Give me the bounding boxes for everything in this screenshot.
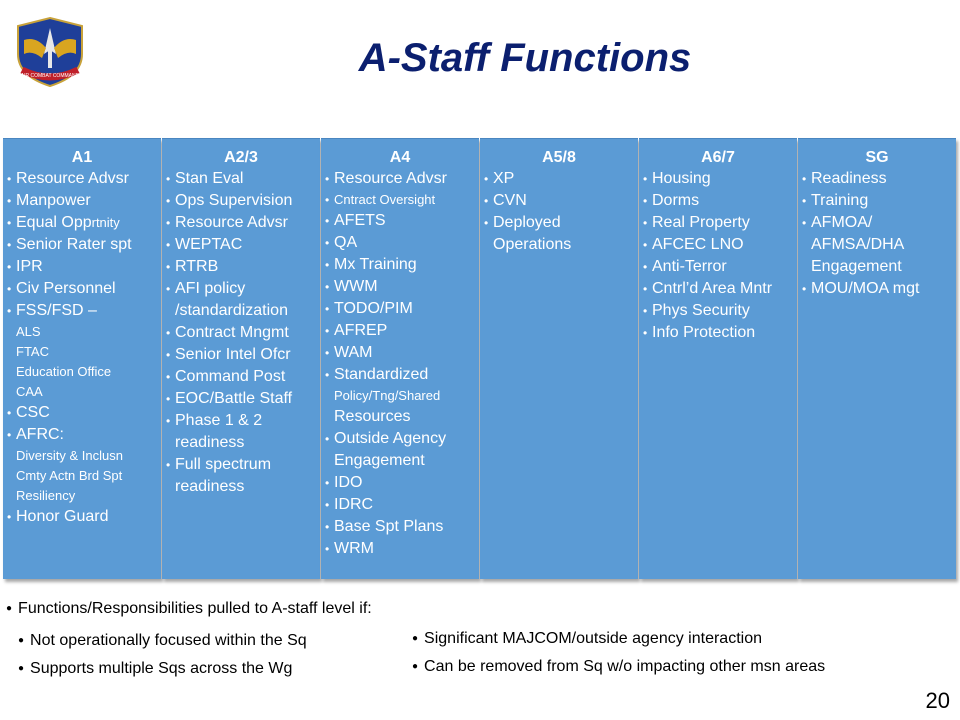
function-item-text: Resource Advsr <box>16 170 129 187</box>
function-item <box>325 538 479 560</box>
function-item <box>166 476 320 498</box>
function-item <box>325 450 479 472</box>
function-item-text: Info Protection <box>652 324 756 341</box>
function-item-text: readiness <box>175 434 245 451</box>
column-header: A6/7 <box>701 149 735 166</box>
column-a23 <box>162 138 320 579</box>
column-header: A1 <box>71 149 93 166</box>
function-item-text: Full spectrum <box>175 456 272 473</box>
column-header: A2/3 <box>224 149 258 166</box>
function-item-text: Base Spt Plans <box>334 518 444 535</box>
function-item-text: Real Property <box>652 214 750 231</box>
logo-text: AIR COMBAT COMMAND <box>20 73 80 79</box>
function-item-text: Engagement <box>334 452 425 469</box>
function-item-text: QA <box>334 234 358 251</box>
function-item-suffix: rtnity <box>91 215 120 230</box>
function-item <box>802 190 956 212</box>
function-item-text: Resource Advsr <box>334 170 447 187</box>
function-item-text: XP <box>493 170 515 187</box>
function-item <box>643 322 797 344</box>
function-item-text: Contract Mngmt <box>175 324 289 341</box>
function-item <box>484 168 638 190</box>
function-item <box>325 298 479 320</box>
function-item-text: AFRC: <box>16 426 64 443</box>
column-header: SG <box>865 149 889 166</box>
function-item-text: Honor Guard <box>16 508 109 525</box>
functions-columns <box>3 138 956 579</box>
criteria-left-2: ● Supports multiple Sqs across the Wg <box>18 660 293 677</box>
function-item <box>166 344 320 366</box>
function-item <box>166 366 320 388</box>
function-item <box>166 168 320 190</box>
function-item-text: Cntrl’d Area Mntr <box>652 280 773 297</box>
function-item <box>166 388 320 410</box>
function-item <box>166 278 320 300</box>
function-item <box>7 446 161 466</box>
function-item <box>484 212 638 234</box>
function-item-text: AFCEC LNO <box>652 236 744 253</box>
function-item <box>643 300 797 322</box>
function-item <box>166 256 320 278</box>
function-item <box>7 234 161 256</box>
function-item-text: IDO <box>334 474 363 491</box>
function-item <box>7 506 161 528</box>
function-item <box>643 212 797 234</box>
function-item-text: IDRC <box>334 496 374 513</box>
column-a1 <box>3 138 161 579</box>
function-item <box>7 300 161 322</box>
criteria-intro: ● Functions/Responsibilities pulled to A-staff level if: <box>6 600 372 617</box>
function-item-text: Resource Advsr <box>175 214 288 231</box>
function-item-text: WWM <box>334 278 378 295</box>
column-header: A5/8 <box>542 149 576 166</box>
function-item <box>7 212 161 234</box>
function-item <box>7 168 161 190</box>
function-item-text: CVN <box>493 192 527 209</box>
function-item-text: MOU/MOA mgt <box>811 280 920 297</box>
function-item-text: Anti-Terror <box>652 258 727 275</box>
function-item <box>166 234 320 256</box>
function-item <box>643 278 797 300</box>
function-item-text: TODO/PIM <box>334 300 413 317</box>
function-item-text: Equal Opp <box>16 214 92 231</box>
function-item <box>325 364 479 386</box>
function-item <box>7 486 161 506</box>
function-item <box>484 234 638 256</box>
function-item <box>802 234 956 256</box>
function-item-text: AFREP <box>334 322 388 339</box>
function-item <box>325 472 479 494</box>
function-item <box>7 424 161 446</box>
function-item <box>7 466 161 486</box>
function-item-text: Mx Training <box>334 256 417 273</box>
function-item <box>325 342 479 364</box>
column-header: A4 <box>389 149 411 166</box>
function-item-text: Resources <box>334 408 411 425</box>
function-item <box>7 362 161 382</box>
function-item-text: RTRB <box>175 258 219 275</box>
function-item-text: Housing <box>652 170 711 187</box>
function-item <box>325 254 479 276</box>
function-item <box>325 494 479 516</box>
function-item-text: readiness <box>175 478 245 495</box>
function-item-text: Cmty Actn Brd Spt <box>16 468 123 483</box>
function-item <box>802 256 956 278</box>
function-item-text: Phys Security <box>652 302 750 319</box>
function-item <box>643 168 797 190</box>
page-number: 20 <box>925 688 950 713</box>
function-item-text: Cntract Oversight <box>334 192 436 207</box>
function-item-text: Senior Rater spt <box>16 236 132 253</box>
function-item-text: Dorms <box>652 192 700 209</box>
function-item-text: /standardization <box>175 302 288 319</box>
function-item <box>166 410 320 432</box>
criteria-section <box>0 596 960 706</box>
function-item-text: Readiness <box>811 170 887 187</box>
function-item <box>7 342 161 362</box>
function-item-text: EOC/Battle Staff <box>175 390 293 407</box>
function-item-text: Resiliency <box>16 488 76 503</box>
function-item-text: Training <box>811 192 869 209</box>
function-item-text: AFI policy <box>175 280 246 297</box>
function-list <box>166 168 320 498</box>
function-item-text: Outside Agency <box>334 430 447 447</box>
function-item-text: WAM <box>334 344 373 361</box>
function-item <box>643 256 797 278</box>
criteria-left-1: ● Not operationally focused within the Sq <box>18 632 307 649</box>
function-item-text: Standardized <box>334 366 429 383</box>
column-a67 <box>639 138 797 579</box>
criteria-right-2: ● Can be removed from Sq w/o impacting other msn areas <box>412 658 826 675</box>
function-item-text: AFMSA/DHA <box>811 236 905 253</box>
function-item <box>7 190 161 212</box>
function-item-text: Education Office <box>16 364 112 379</box>
function-item-text: Stan Eval <box>175 170 244 187</box>
function-item <box>325 320 479 342</box>
column-sg <box>798 138 956 579</box>
function-item-text: AFETS <box>334 212 386 229</box>
function-item <box>166 454 320 476</box>
function-item-text: Ops Supervision <box>175 192 293 209</box>
function-item <box>325 190 479 210</box>
function-item <box>325 232 479 254</box>
function-item <box>802 168 956 190</box>
function-item <box>7 402 161 424</box>
function-item-text: Manpower <box>16 192 91 209</box>
page-title: A-Staff Functions <box>358 36 692 80</box>
column-a58 <box>480 138 638 579</box>
function-item-text: AFMOA/ <box>811 214 873 231</box>
function-item-text: Phase 1 & 2 <box>175 412 263 429</box>
function-item <box>7 278 161 300</box>
function-list <box>325 168 479 560</box>
function-item <box>325 168 479 190</box>
function-item <box>166 212 320 234</box>
function-item-text: Engagement <box>811 258 902 275</box>
function-list <box>7 168 161 528</box>
function-item-text: Command Post <box>175 368 286 385</box>
function-item <box>166 190 320 212</box>
function-item-text: Policy/Tng/Shared <box>334 388 441 403</box>
function-item <box>325 386 479 406</box>
function-item <box>484 190 638 212</box>
function-item <box>166 300 320 322</box>
function-item-text: IPR <box>16 258 43 275</box>
function-item-text: Diversity & Inclusn <box>16 448 123 463</box>
function-item-text: FTAC <box>16 344 49 359</box>
function-list <box>802 168 956 300</box>
function-item <box>802 278 956 300</box>
function-item <box>325 210 479 232</box>
function-item-text: CAA <box>16 384 43 399</box>
function-item <box>643 190 797 212</box>
function-list <box>643 168 797 344</box>
function-item <box>325 276 479 298</box>
function-item <box>325 516 479 538</box>
function-item <box>325 406 479 428</box>
function-item-text: WRM <box>334 540 374 557</box>
function-item-text: Senior Intel Ofcr <box>175 346 291 363</box>
function-item <box>643 234 797 256</box>
function-item-text: CSC <box>16 404 50 421</box>
function-item-text: FSS/FSD – <box>16 302 97 319</box>
function-item-text: ALS <box>16 324 41 339</box>
column-a4 <box>321 138 479 579</box>
criteria-right-1: ● Significant MAJCOM/outside agency interaction <box>412 630 762 647</box>
function-item-text: Operations <box>493 236 572 253</box>
function-item-text: Civ Personnel <box>16 280 116 297</box>
function-item <box>802 212 956 234</box>
function-item-text: Deployed <box>493 214 561 231</box>
function-item <box>166 322 320 344</box>
function-item <box>166 432 320 454</box>
function-item-text: WEPTAC <box>175 236 243 253</box>
function-item <box>7 382 161 402</box>
function-item <box>7 322 161 342</box>
function-list <box>484 168 638 256</box>
function-item <box>325 428 479 450</box>
function-item <box>7 256 161 278</box>
